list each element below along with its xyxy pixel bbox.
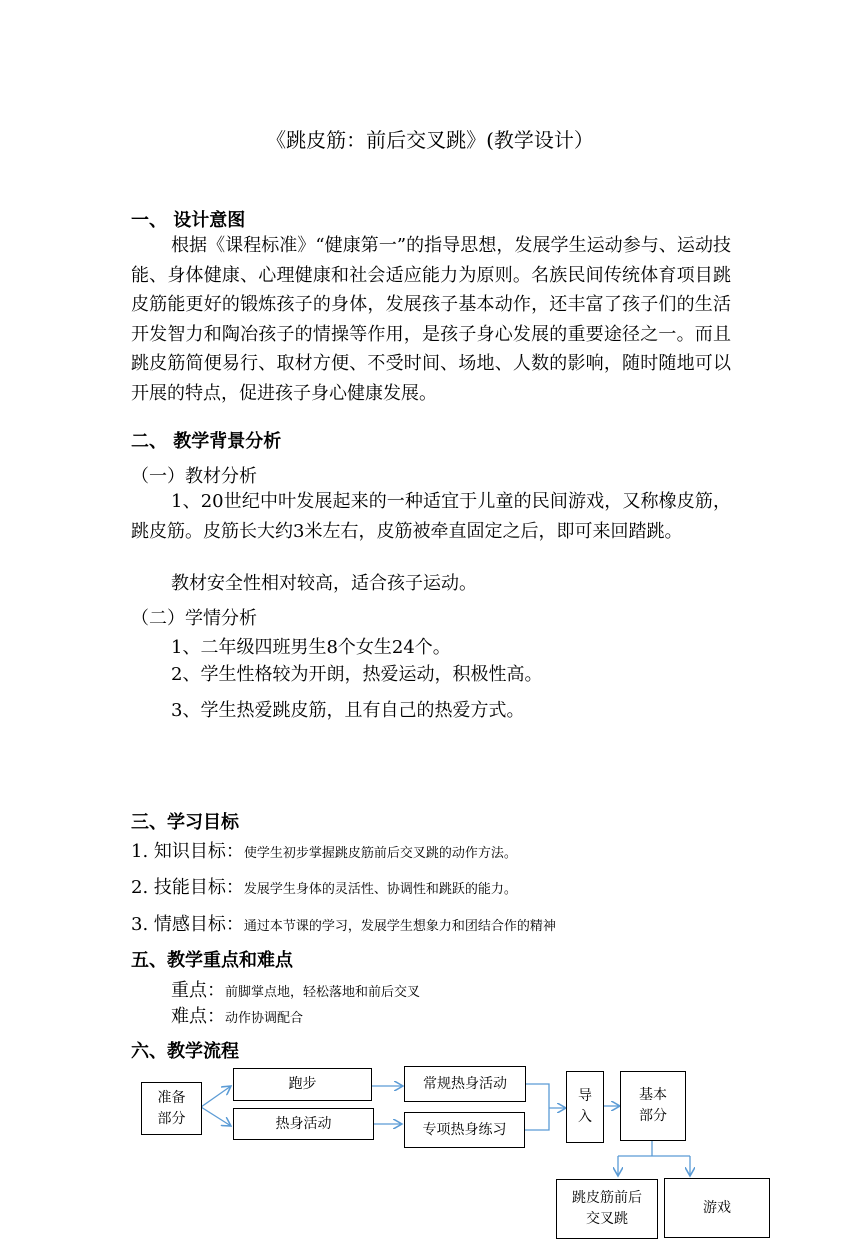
box-game: 游戏: [664, 1178, 770, 1238]
connector-special: [525, 1108, 549, 1130]
box-intro: 导入: [566, 1071, 604, 1143]
section-6-heading: 六、教学流程: [131, 1041, 239, 1062]
box-warmup: 热身活动: [233, 1108, 374, 1140]
box-jump-cross: 跳皮筋前后交叉跳: [556, 1179, 658, 1239]
section-1-heading: 一、 设计意图: [131, 210, 246, 231]
box-prep: 准备部分: [141, 1082, 202, 1135]
material-paragraph: 1、20世纪中叶发展起来的一种适宜于儿童的民间游戏，又称橡皮筋，跳皮筋。皮筋长大约3米左右，皮筋被牵直固定之后，即可来回踏跳。: [131, 491, 731, 542]
goal-text: 使学生初步掌握跳皮筋前后交叉跳的动作方法。: [243, 846, 517, 861]
arrow-prep-to-warm: [201, 1107, 231, 1126]
student-item-2: 2、学生性格较为开朗，热爱运动，积极性高。: [171, 664, 543, 685]
subheading-material: （一）教材分析: [131, 466, 257, 487]
goal-text: 发展学生身体的灵活性、协调性和跳跃的能力。: [243, 882, 517, 897]
student-item-3: 3、学生热爱跳皮筋，且有自己的热爱方式。: [171, 700, 525, 721]
goal-text: 通过本节课的学习，发展学生想象力和团结合作的精神: [243, 919, 556, 934]
box-special-warmup: 专项热身练习: [404, 1112, 525, 1148]
arrow-prep-to-run: [201, 1086, 231, 1107]
box-run: 跑步: [233, 1068, 372, 1101]
difficulty-label: 难点：: [171, 1006, 225, 1027]
subheading-students: （二）学情分析: [131, 608, 257, 629]
section-1-paragraph: 根据《课程标准》“健康第一”的指导思想，发展学生运动参与、运动技能、身体健康、心理健康和社会适应能力为原则。名族民间传统体育项目跳皮筋能更好的锻炼孩子的身体，发展孩子基本动作，还丰富了孩子们的生活开发智力和陶冶孩子的情操等作用，是孩子身心发展的重要途径之一。而且跳皮筋简便易行、取材方便、不受时间、场地、人数的影响，随时随地可以开展的特点，促进孩子身心健康发展。: [131, 235, 731, 404]
section-2-heading: 二、 教学背景分析: [131, 431, 282, 452]
key-text: 前脚掌点地，轻松落地和前后交叉: [225, 985, 421, 1000]
student-item-1: 1、二年级四班男生8个女生24个。: [171, 637, 451, 658]
section-5-heading: 五、教学重点和难点: [131, 950, 293, 971]
goal-label: 2. 技能目标：: [131, 877, 244, 898]
key-label: 重点：: [171, 980, 225, 1001]
box-routine-warmup: 常规热身活动: [404, 1066, 526, 1102]
material-safety: 教材安全性相对较高，适合孩子运动。: [171, 573, 477, 594]
difficulty-text: 动作协调配合: [225, 1011, 304, 1026]
goal-label: 1. 知识目标：: [131, 841, 244, 862]
section-3-heading: 三、学习目标: [131, 812, 239, 833]
goal-label: 3. 情感目标：: [131, 914, 244, 935]
box-basic: 基本部分: [620, 1071, 686, 1141]
page-title: 《跳皮筋：前后交叉跳》(教学设计）: [266, 128, 594, 152]
connector-routine: [525, 1084, 549, 1108]
